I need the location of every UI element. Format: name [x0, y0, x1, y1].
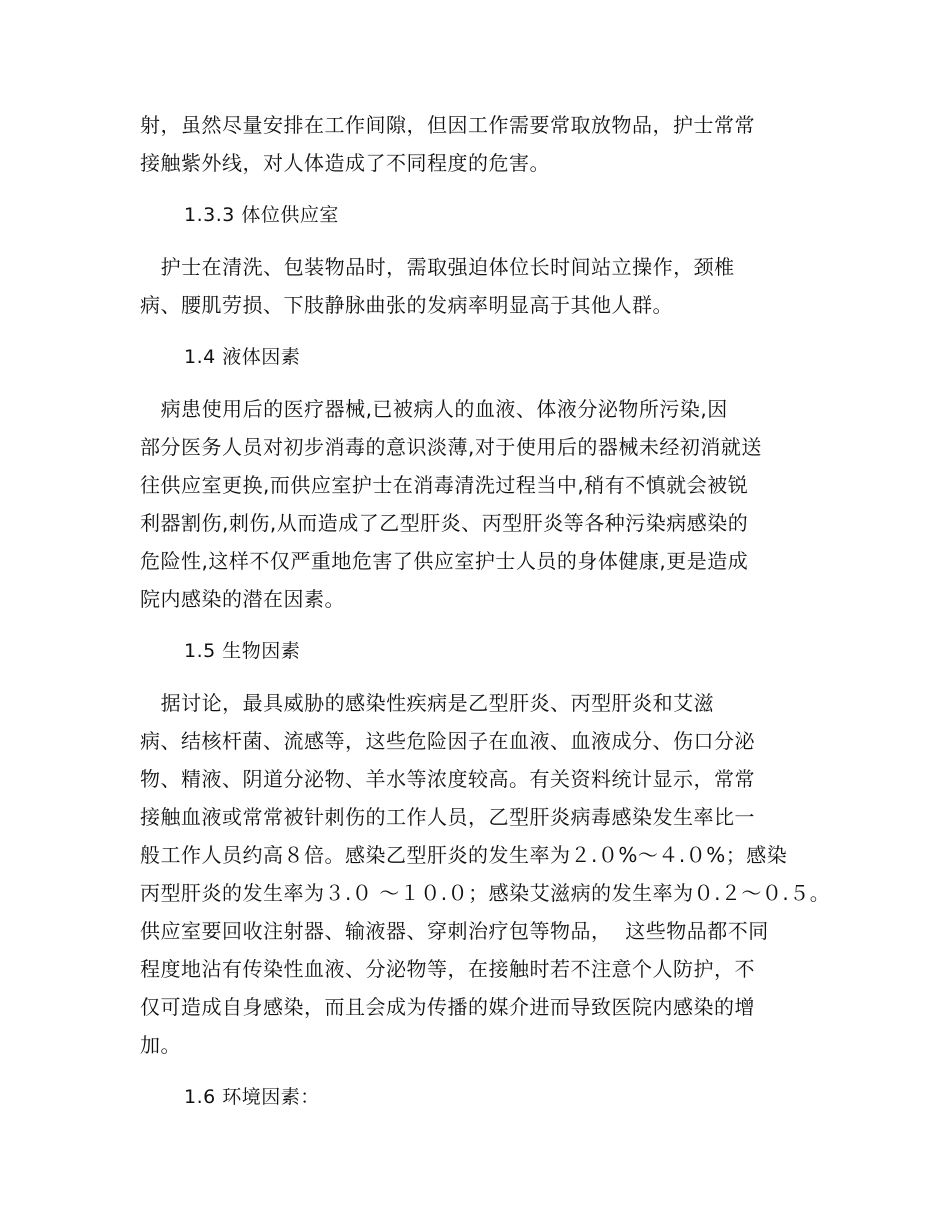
text-line: 接触血液或常常被针刺伤的工作人员，乙型肝炎病毒感染发生率比一 [140, 805, 755, 829]
text-line: 射，虽然尽量安排在工作间隙，但因工作需要常取放物品，护士常常 [140, 113, 755, 137]
text-line: 接触紫外线，对人体造成了不同程度的危害。 [140, 151, 550, 175]
text-line: 加。 [140, 1033, 181, 1057]
document-body [140, 106, 831, 1130]
text-line: 病、结核杆菌、流感等，这些危险因子在血液、血液成分、伤口分泌 [140, 729, 755, 753]
text-line: 般工作人员约高８倍。感染乙型肝炎的发生率为２.０%～４.０%；感染 [140, 843, 788, 867]
section-heading-1-5: 1.5 生物因素 [184, 640, 301, 662]
text-line: 利器割伤,刺伤,从而造成了乙型肝炎、丙型肝炎等各种污染病感染的 [140, 511, 749, 535]
text-line: 病患使用后的医疗器械,已被病人的血液、体液分泌物所污染,因 [140, 397, 728, 421]
paragraph-biological-factors [140, 684, 831, 1064]
text-line: 病、腰肌劳损、下肢静脉曲张的发病率明显高于其他人群。 [140, 293, 673, 317]
text-line: 院内感染的潜在因素。 [140, 587, 345, 611]
text-line: 危险性,这样不仅严重地危害了供应室护士人员的身体健康,更是造成 [140, 549, 749, 573]
paragraph-posture [140, 248, 805, 324]
text-line: 程度地沾有传染性血液、分泌物等，在接触时若不注意个人防护，不 [140, 957, 755, 981]
paragraph-liquid-factors [140, 390, 805, 618]
text-line: 供应室要回收注射器、输液器、穿刺治疗包等物品， 这些物品都不同 [140, 919, 769, 943]
text-line: 丙型肝炎的发生率为３.０ ～１０.０；感染艾滋病的发生率为０.２～０.５。 [140, 881, 831, 905]
section-heading-1-4: 1.4 液体因素 [184, 346, 301, 368]
text-line: 部分医务人员对初步消毒的意识淡薄,对于使用后的器械未经初消就送 [140, 435, 762, 459]
text-line: 仅可造成自身感染，而且会成为传播的媒介进而导致医院内感染的增 [140, 995, 755, 1019]
section-heading-1-6: 1.6 环境因素： [184, 1086, 320, 1108]
text-line: 据讨论，最具威胁的感染性疾病是乙型肝炎、丙型肝炎和艾滋 [140, 691, 715, 715]
text-line: 往供应室更换,而供应室护士在消毒清洗过程当中,稍有不慎就会被锐 [140, 473, 749, 497]
section-heading-1-3-3: 1.3.3 体位供应室 [184, 204, 339, 226]
text-line: 护士在清洗、包装物品时，需取强迫体位长时间站立操作，颈椎 [140, 255, 735, 279]
paragraph-uv-exposure [140, 106, 805, 182]
text-line: 物、精液、阴道分泌物、羊水等浓度较高。有关资料统计显示，常常 [140, 767, 755, 791]
